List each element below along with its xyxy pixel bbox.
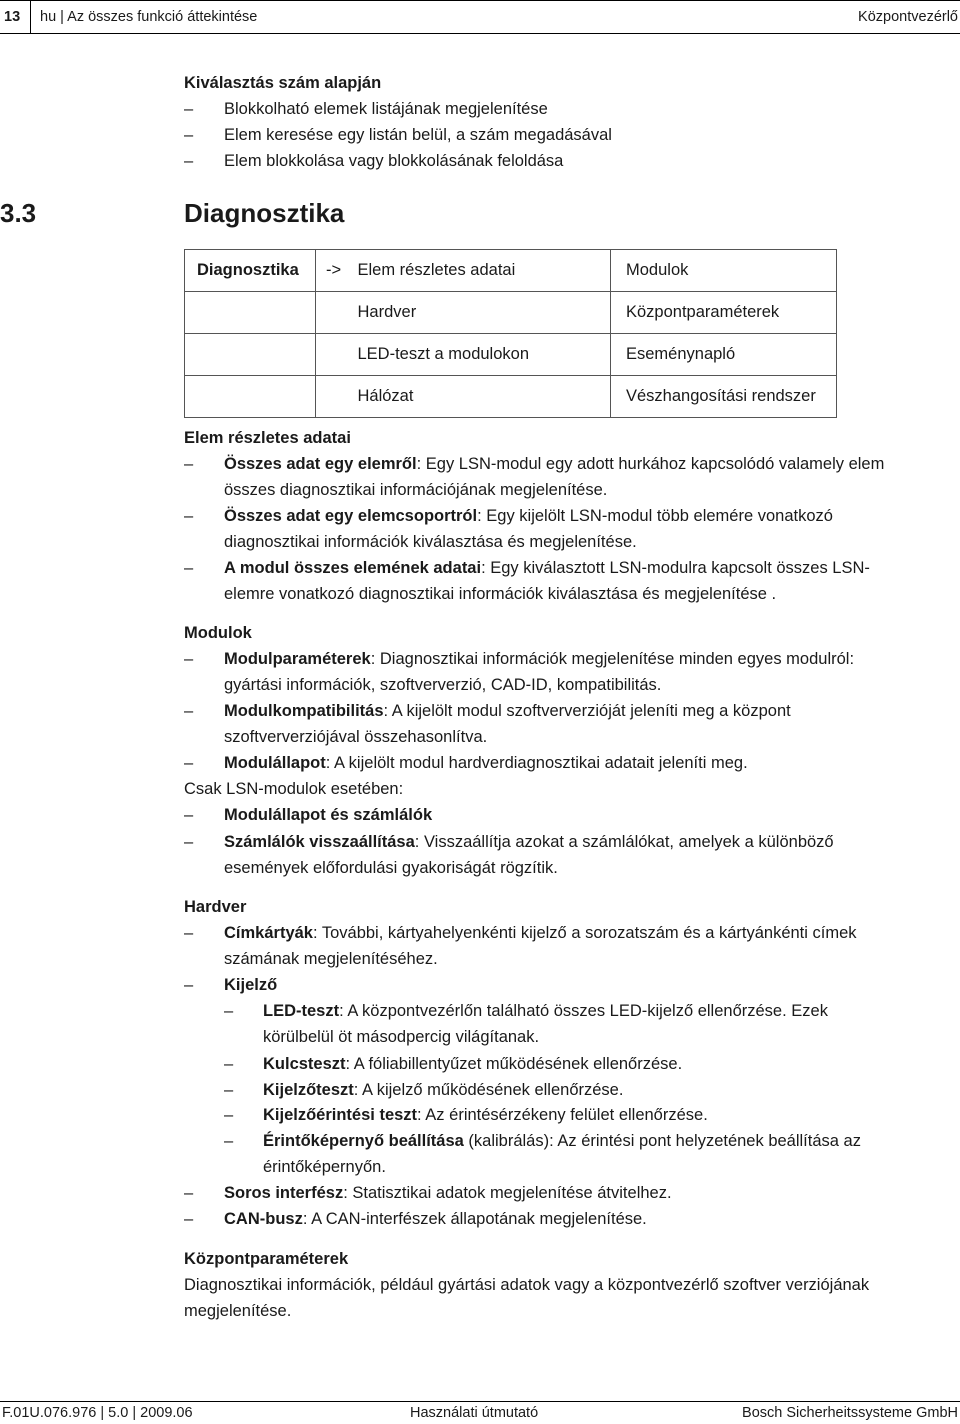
table-row — [185, 250, 837, 292]
section-title: Diagnosztika — [184, 198, 345, 228]
item-term: Soros interfész — [224, 1184, 344, 1202]
intro-item: Elem keresése egy listán belül, a szám megadásával — [224, 126, 612, 144]
list-item — [224, 750, 748, 776]
list-item — [224, 555, 870, 581]
bullet-dash: – — [184, 976, 194, 994]
item-term: Kijelzőérintési teszt — [263, 1106, 418, 1124]
section-number: 3.3 — [0, 198, 37, 228]
diagnostics-menu-table — [184, 249, 837, 418]
table-cell: Modulok — [611, 250, 837, 292]
item-term: Kijelzőteszt — [263, 1081, 354, 1099]
list-item — [224, 920, 857, 946]
table-cell-empty — [185, 334, 316, 376]
table-cell: Hardver — [348, 292, 611, 334]
table-row — [185, 334, 837, 376]
item-term: A modul összes elemének adatai — [224, 559, 482, 577]
table-row — [185, 292, 837, 334]
page-header — [0, 0, 960, 34]
page-number: 13 — [4, 9, 21, 25]
bullet-dash: – — [184, 126, 194, 144]
table-cell-empty — [316, 334, 348, 376]
sub-list-item — [263, 1102, 708, 1128]
item-text: : A kijelző működésének ellenőrzése. — [353, 1081, 624, 1099]
lsn-only-label: Csak LSN-modulok esetében: — [184, 780, 404, 798]
table-cell: Eseménynapló — [611, 334, 837, 376]
intro-heading: Kiválasztás szám alapján — [184, 74, 382, 92]
item-text: : A CAN-interfészek állapotának megjelenítése. — [302, 1210, 647, 1228]
modulok-heading: Modulok — [184, 624, 252, 642]
item-continuation: gyártási információk, szoftververzió, CAD-ID, kompatibilitás. — [224, 676, 662, 694]
list-item — [224, 972, 277, 998]
item-term: LED-teszt — [263, 1002, 340, 1020]
item-term: Kijelző — [224, 976, 278, 994]
item-term: CAN-busz — [224, 1210, 303, 1228]
list-item — [224, 646, 854, 672]
item-text: : Visszaállítja azokat a számlálókat, amelyek a különböző — [414, 833, 834, 851]
table-cell: Elem részletes adatai — [348, 250, 611, 292]
bullet-dash: – — [184, 507, 194, 525]
bullet-dash: – — [184, 806, 194, 824]
item-continuation: diagnosztikai információk kiválasztása és megjelenítése. — [224, 533, 637, 551]
list-item — [224, 802, 432, 828]
bullet-dash: – — [184, 559, 194, 577]
page-footer — [0, 1401, 960, 1424]
item-term: Modulkompatibilitás — [224, 702, 384, 720]
table-cell: Vészhangosítási rendszer — [611, 376, 837, 418]
item-continuation: összes diagnosztikai információjának megjelenítése. — [224, 481, 608, 499]
item-term: Kulcsteszt — [263, 1055, 346, 1073]
intro-item: Blokkolható elemek listájának megjelenítése — [224, 100, 548, 118]
table-cell-empty — [185, 376, 316, 418]
running-title: hu | Az összes funkció áttekintése — [40, 9, 258, 25]
item-text: : A fóliabillentyűzet működésének ellenőrzése. — [345, 1055, 683, 1073]
kozpont-text-continuation: megjelenítése. — [184, 1302, 292, 1320]
bullet-dash: – — [184, 455, 194, 473]
header-divider — [30, 1, 31, 34]
sub-list-item — [263, 1077, 623, 1103]
item-text: : Statisztikai adatok megjelenítése átvitelhez. — [343, 1184, 672, 1202]
sub-list-item — [263, 998, 828, 1024]
intro-item: Elem blokkolása vagy blokkolásának feloldása — [224, 152, 564, 170]
item-text: : Egy LSN-modul egy adott hurkához kapcsolódó valamely elem — [416, 455, 885, 473]
item-text: : A központvezérlőn található összes LED-kijelző ellenőrzése. Ezek — [339, 1002, 828, 1020]
sub-bullet-dash: – — [224, 1055, 234, 1073]
list-item — [224, 698, 791, 724]
item-term: Modulparaméterek — [224, 650, 371, 668]
item-text: : Az érintésérzékeny felület ellenőrzése. — [417, 1106, 708, 1124]
bullet-dash: – — [184, 100, 194, 118]
table-cell-arrow: -> — [316, 250, 348, 292]
list-item — [224, 451, 884, 477]
list-item — [224, 829, 834, 855]
table-cell: Hálózat — [348, 376, 611, 418]
bullet-dash: – — [184, 1184, 194, 1202]
item-text: : A kijelölt modul hardverdiagnosztikai adatait jeleníti meg. — [325, 754, 748, 772]
bullet-dash: – — [184, 1210, 194, 1228]
document-type: Használati útmutató — [410, 1405, 539, 1421]
item-continuation: események előfordulási gyakoriságát rögzítik. — [224, 859, 558, 877]
bullet-dash: – — [184, 924, 194, 942]
header-product: Központvezérlő — [858, 9, 958, 25]
hardver-heading: Hardver — [184, 898, 247, 916]
bullet-dash: – — [184, 152, 194, 170]
bullet-dash: – — [184, 754, 194, 772]
kozpont-heading: Központparaméterek — [184, 1250, 349, 1268]
item-continuation: számának megjelenítéséhez. — [224, 950, 438, 968]
sub-bullet-dash: – — [224, 1106, 234, 1124]
item-text: : A kijelölt modul szoftververzióját jeleníti meg a központ — [383, 702, 791, 720]
company-name: Bosch Sicherheitssysteme GmbH — [742, 1405, 958, 1421]
list-item — [224, 1206, 647, 1232]
item-term: Számlálók visszaállítása — [224, 833, 415, 851]
kozpont-text: Diagnosztikai információk, például gyártási adatok vagy a központvezérlő szoftver verziójának — [184, 1276, 870, 1294]
item-term: Címkártyák — [224, 924, 313, 942]
item-term: Érintőképernyő beállítása — [263, 1132, 464, 1150]
bullet-dash: – — [184, 833, 194, 851]
table-cell: Központparaméterek — [611, 292, 837, 334]
item-continuation: elemre vonatkozó diagnosztikai információk kiválasztása és megjelenítése . — [224, 585, 777, 603]
item-text: : További, kártyahelyenkénti kijelző a sorozatszám és a kártyánkénti címek — [312, 924, 857, 942]
document-id: F.01U.076.976 | 5.0 | 2009.06 — [2, 1405, 193, 1421]
sub-list-item — [263, 1128, 861, 1154]
item-term: Modulállapot és számlálók — [224, 806, 433, 824]
sub-bullet-dash: – — [224, 1132, 234, 1150]
bullet-dash: – — [184, 650, 194, 668]
item-continuation: érintőképernyőn. — [263, 1158, 386, 1176]
sub-bullet-dash: – — [224, 1002, 234, 1020]
table-cell: LED-teszt a modulokon — [348, 334, 611, 376]
list-item — [224, 503, 833, 529]
table-cell-empty — [185, 292, 316, 334]
item-term: Összes adat egy elemcsoportról — [224, 507, 478, 525]
item-term: Összes adat egy elemről — [224, 455, 417, 473]
list-item — [224, 1180, 672, 1206]
item-term: Modulállapot — [224, 754, 326, 772]
table-cell-empty — [316, 376, 348, 418]
item-text: : Diagnosztikai információk megjelenítése minden egyes modulról: — [370, 650, 855, 668]
table-cell-root: Diagnosztika — [185, 250, 316, 292]
item-text: : Egy kijelölt LSN-modul több elemére vonatkozó — [477, 507, 833, 525]
table-row — [185, 376, 837, 418]
sub-bullet-dash: – — [224, 1081, 234, 1099]
item-text: : Egy kiválasztott LSN-modulra kapcsolt összes LSN- — [481, 559, 870, 577]
sub-list-item — [263, 1051, 682, 1077]
bullet-dash: – — [184, 702, 194, 720]
elem-heading: Elem részletes adatai — [184, 429, 351, 447]
item-continuation: körülbelül öt másodpercig világítanak. — [263, 1028, 540, 1046]
item-text: (kalibrálás): Az érintési pont helyzetének beállítása az — [463, 1132, 861, 1150]
table-cell-empty — [316, 292, 348, 334]
item-continuation: szoftververziójával összehasonlítva. — [224, 728, 488, 746]
